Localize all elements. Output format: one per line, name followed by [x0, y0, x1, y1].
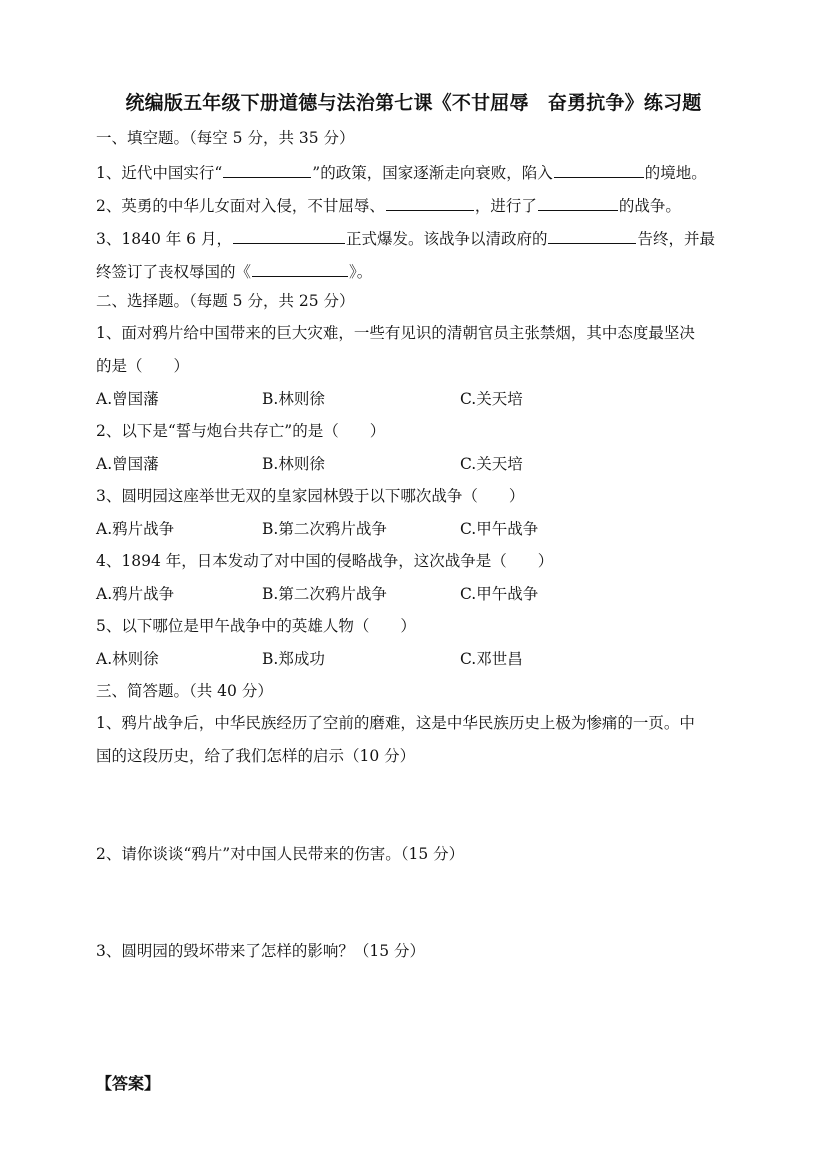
- q1-blank-1[interactable]: [223, 161, 311, 178]
- fill-question-3-line2: [96, 260, 372, 282]
- q3-option-b[interactable]: B.第二次鸦片战争: [262, 520, 387, 538]
- q3-blank-1[interactable]: [233, 227, 345, 244]
- choice-question-3: 3、圆明园这座举世无双的皇家园林毁于以下哪次战争（ ）: [96, 487, 525, 505]
- choice-question-2: 2、以下是“誓与炮台共存亡”的是（ ）: [96, 422, 386, 440]
- q2-blank-2[interactable]: [538, 194, 618, 211]
- section1-heading: 一、填空题。（每空 5 分，共 35 分）: [96, 129, 355, 147]
- q1-text-c: 的境地。: [644, 164, 707, 182]
- q1-option-c[interactable]: C.关天培: [460, 390, 523, 408]
- q2-option-b[interactable]: B.林则徐: [262, 455, 325, 473]
- choice-question-1-line1: 1、面对鸦片给中国带来的巨大灾难，一些有见识的清朝官员主张禁烟，其中态度最坚决: [96, 324, 695, 342]
- q5-option-a[interactable]: A.林则徐: [96, 650, 159, 668]
- q3-option-a[interactable]: A.鸦片战争: [96, 520, 175, 538]
- short-answer-3: 3、圆明园的毁坏带来了怎样的影响？（15 分）: [96, 942, 426, 960]
- choice-question-1-line2: 的是（ ）: [96, 357, 190, 375]
- q3-blank-2[interactable]: [548, 227, 636, 244]
- fill-question-3-line1: [96, 227, 715, 249]
- q2-blank-1[interactable]: [386, 194, 474, 211]
- q2-text-b: ，进行了: [474, 197, 537, 215]
- choice-question-5: 5、以下哪位是甲午战争中的英雄人物（ ）: [96, 617, 416, 635]
- q3-text-c: 告终，并最: [637, 230, 715, 248]
- q3-text-d: 终签订了丧权辱国的《: [96, 263, 252, 281]
- choice-question-4: 4、1894 年，日本发动了对中国的侵略战争，这次战争是（ ）: [96, 552, 554, 570]
- q3-blank-3[interactable]: [252, 260, 348, 277]
- q1-text-a: 1、近代中国实行“: [96, 164, 223, 182]
- q4-option-c[interactable]: C.甲午战争: [460, 585, 539, 603]
- q2-text-a: 2、英勇的中华儿女面对入侵，不甘屈辱、: [96, 197, 385, 215]
- q2-option-a[interactable]: A.曾国藩: [96, 455, 159, 473]
- q5-option-b[interactable]: B.郑成功: [262, 650, 325, 668]
- q3-text-e: 》。: [349, 263, 373, 281]
- q4-option-b[interactable]: B.第二次鸦片战争: [262, 585, 387, 603]
- q2-option-c[interactable]: C.关天培: [460, 455, 523, 473]
- answer-heading: 【答案】: [96, 1074, 161, 1093]
- q2-text-c: 的战争。: [618, 197, 681, 215]
- section2-heading: 二、选择题。（每题 5 分，共 25 分）: [96, 292, 355, 310]
- short-answer-1-line2: 国的这段历史，给了我们怎样的启示（10 分）: [96, 747, 416, 765]
- q1-text-b: ”的政策，国家逐渐走向衰败，陷入: [312, 164, 553, 182]
- q3-option-c[interactable]: C.甲午战争: [460, 520, 539, 538]
- worksheet-title: 统编版五年级下册道德与法治第七课《不甘屈辱 奋勇抗争》练习题: [125, 92, 702, 114]
- q3-text-a: 3、1840 年 6 月，: [96, 230, 232, 248]
- section3-heading: 三、简答题。（共 40 分）: [96, 682, 273, 700]
- q1-option-a[interactable]: A.曾国藩: [96, 390, 159, 408]
- fill-question-1: [96, 161, 707, 183]
- short-answer-1-line1: 1、鸦片战争后，中华民族经历了空前的磨难，这是中华民族历史上极为惨痛的一页。中: [96, 714, 695, 732]
- q5-option-c[interactable]: C.邓世昌: [460, 650, 523, 668]
- q1-blank-2[interactable]: [554, 161, 644, 178]
- q4-option-a[interactable]: A.鸦片战争: [96, 585, 175, 603]
- fill-question-2: [96, 194, 681, 216]
- short-answer-2: 2、请你谈谈“鸦片”对中国人民带来的伤害。（15 分）: [96, 845, 465, 863]
- q1-option-b[interactable]: B.林则徐: [262, 390, 325, 408]
- q3-text-b: 正式爆发。该战争以清政府的: [345, 230, 548, 248]
